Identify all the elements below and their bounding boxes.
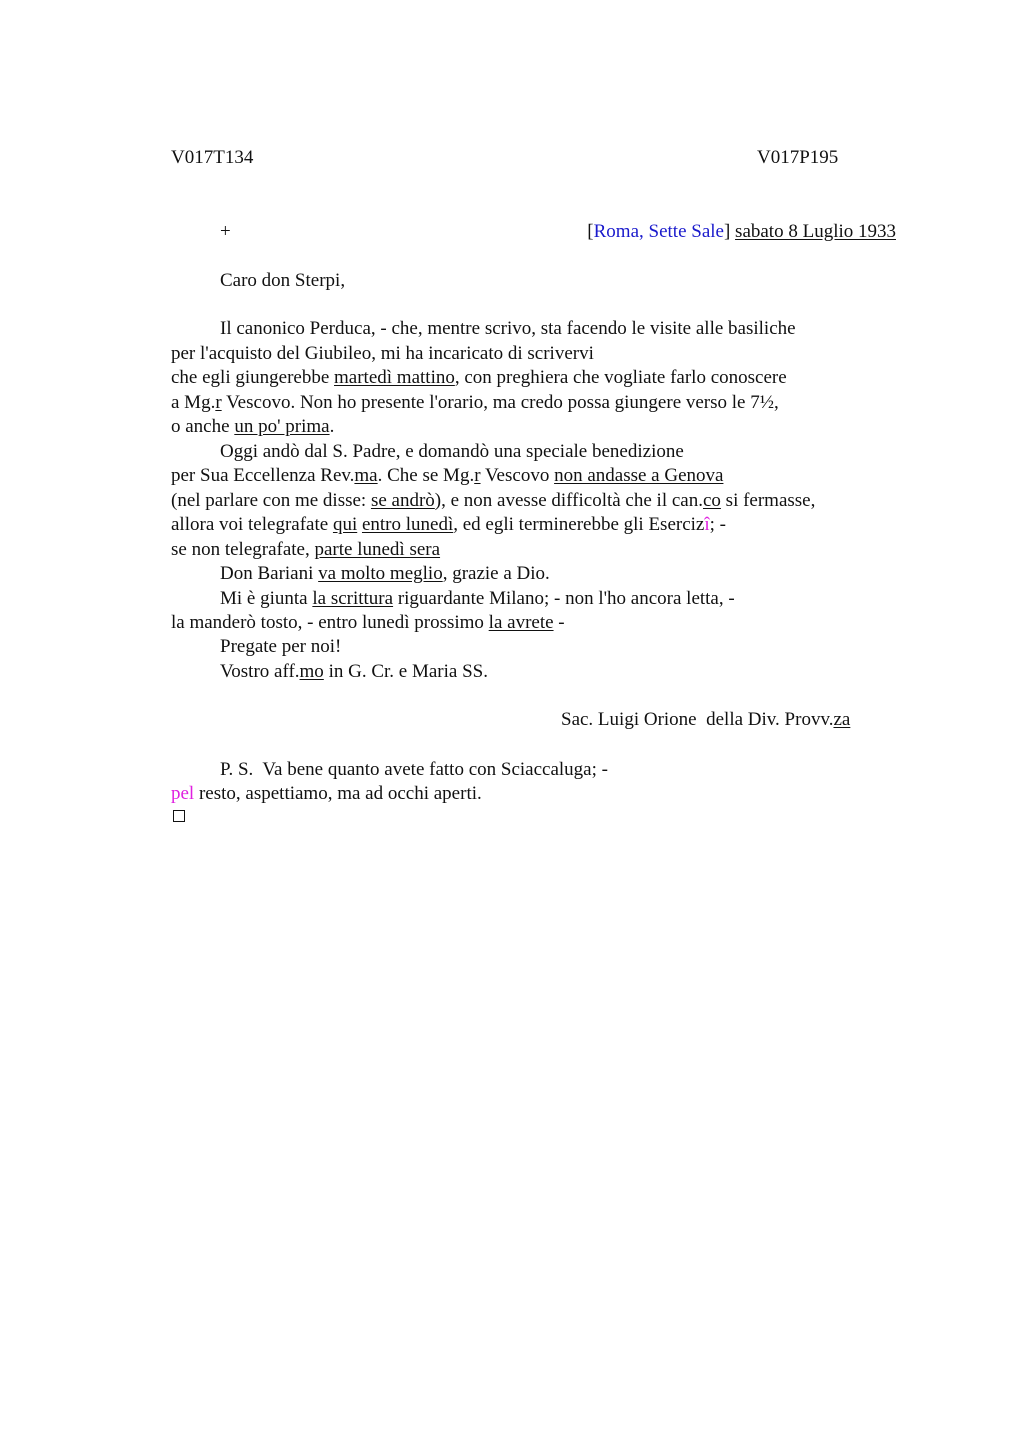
underlined-run: la avrete (488, 612, 554, 633)
body-line-9 (171, 513, 726, 537)
text-run: in G. Cr. e Maria SS. (323, 661, 488, 682)
bracket-open: [ (587, 221, 594, 242)
underlined-run: la scrittura (312, 588, 394, 609)
underlined-run: non andasse a Genova (554, 465, 724, 486)
body-line-7 (171, 464, 723, 488)
text-run: Vescovo. Non ho presente l'orario, ma credo possa giungere verso le 7½, (221, 392, 779, 413)
text-run: . (329, 416, 335, 437)
body-line-13 (171, 611, 565, 635)
underlined-run: martedì mattino (334, 367, 455, 388)
signature-text: Sac. Luigi Orione della Div. Provv. (561, 709, 834, 730)
letter-date: sabato 8 Luglio 1933 (735, 221, 896, 242)
closing-line (220, 660, 488, 684)
document-code-left: V017T134 (171, 147, 254, 168)
text-run: (nel parlare con me disse: (171, 490, 371, 511)
underlined-run: va molto meglio (318, 563, 443, 584)
postscript-line-2 (171, 782, 482, 806)
underlined-run: mo (299, 661, 324, 682)
text-run: , con preghiera che vogliate farlo conoscere (454, 367, 787, 388)
text-run: resto, aspettiamo, ma ad occhi aperti. (194, 783, 482, 804)
body-line-4 (171, 391, 779, 415)
body-line-11 (220, 562, 550, 586)
cross-mark: + (220, 221, 231, 242)
body-line-1: Il canonico Perduca, - che, mentre scrivo, sta facendo le visite alle basiliche (220, 318, 796, 339)
text-run: - (553, 612, 565, 633)
text-run: riguardante Milano; - non l'ho ancora letta, - (393, 588, 735, 609)
underlined-run: qui (332, 514, 358, 535)
salutation: Caro don Sterpi, (220, 270, 346, 291)
body-line-3 (171, 366, 787, 390)
text-run: ; - (709, 514, 727, 535)
text-run: o anche (171, 416, 235, 437)
place-name: Roma, Sette Sale (593, 221, 724, 242)
bracket-close: ] (723, 221, 731, 242)
body-line-14: Pregate per noi! (220, 636, 342, 657)
underlined-run: co (702, 490, 721, 511)
end-of-document-box-icon (173, 810, 185, 822)
underlined-run: za (833, 709, 851, 730)
text-run: Vostro aff. (220, 661, 300, 682)
text-run: Don Bariani (220, 563, 319, 584)
text-run: Vescovo (480, 465, 555, 486)
underlined-run: entro lunedì (361, 514, 454, 535)
body-line-2: per l'acquisto del Giubileo, mi ha incaricato di scrivervi (171, 343, 594, 364)
body-line-5 (171, 415, 334, 439)
underlined-run: un po' prima (234, 416, 330, 437)
editorial-mark: î (704, 514, 710, 535)
text-run: si fermasse, (720, 490, 816, 511)
text-run: ), e non avesse difficoltà che il can. (434, 490, 703, 511)
text-run: la manderò tosto, - entro lunedì prossimo (171, 612, 489, 633)
text-run: allora voi telegrafate (171, 514, 333, 535)
text-run: che egli giungerebbe (171, 367, 335, 388)
document-code-right: V017P195 (757, 147, 839, 168)
text-run: . Che se Mg. (377, 465, 475, 486)
underlined-run: parte lunedì sera (314, 539, 441, 560)
dateline (587, 220, 896, 244)
text-run: a Mg. (171, 392, 216, 413)
underlined-run: ma (354, 465, 378, 486)
underlined-run: se andrò (370, 490, 435, 511)
body-line-10 (171, 538, 440, 562)
signature (561, 708, 850, 732)
underlined-run: r (215, 392, 222, 413)
text-run: , grazie a Dio. (442, 563, 550, 584)
text-run: , ed egli terminerebbe gli Eserciz (453, 514, 705, 535)
text-run: se non telegrafate, (171, 539, 315, 560)
text-run: per Sua Eccellenza Rev. (171, 465, 355, 486)
body-line-8 (171, 489, 815, 513)
text-run: Mi è giunta (220, 588, 313, 609)
postscript-line-1: P. S. Va bene quanto avete fatto con Sciaccaluga; - (220, 759, 608, 780)
body-line-12 (220, 587, 735, 611)
editorial-word: pel (171, 783, 195, 804)
underlined-run: r (474, 465, 481, 486)
body-line-6: Oggi andò dal S. Padre, e domandò una speciale benedizione (220, 441, 684, 462)
